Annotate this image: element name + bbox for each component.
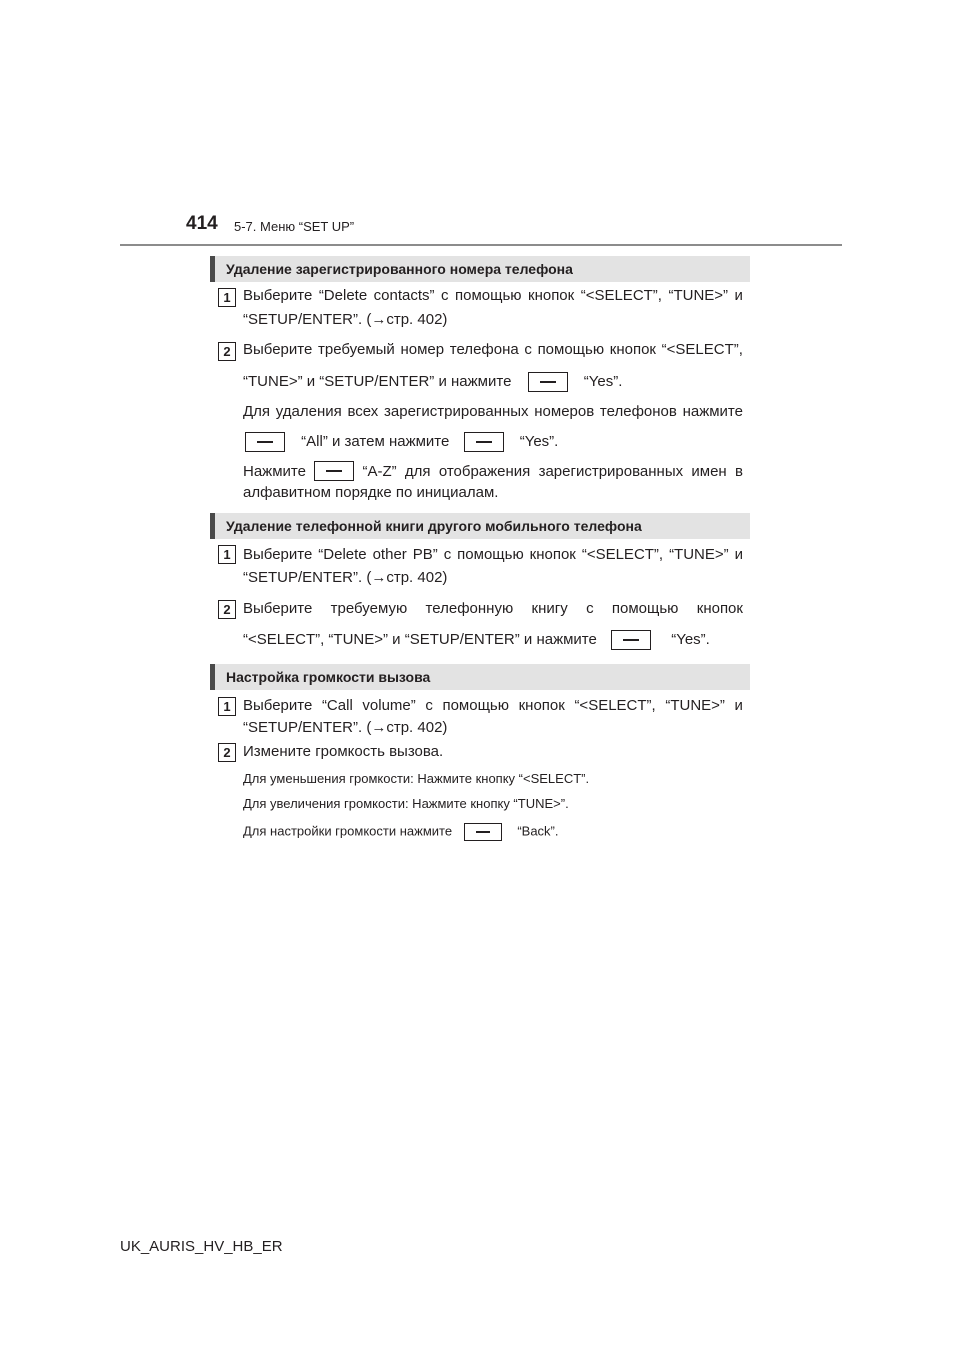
- step-number: 1: [218, 288, 236, 307]
- screen-button-icon: [611, 630, 651, 650]
- screen-button-icon: [464, 823, 502, 841]
- step-text: алфавитном порядке по инициалам.: [243, 484, 499, 501]
- step-number: 2: [218, 342, 236, 361]
- step-text: “TUNE>” и “SETUP/ENTER” и нажмите “Yes”.: [243, 372, 622, 392]
- step-text: Выберите требуемую телефонную книгу с помощью кнопок: [243, 600, 743, 617]
- step-text: Для удаления всех зарегистрированных номеров телефонов нажмите: [243, 403, 743, 420]
- step-text: “SETUP/ENTER”. (→стр. 402): [243, 569, 448, 586]
- step-text: Выберите “Call volume” с помощью кнопок “<SELECT”, “TUNE>” и: [243, 697, 743, 714]
- page-number: 414: [186, 213, 218, 234]
- screen-button-icon: [314, 461, 354, 481]
- section-heading-call-volume: Настройка громкости вызова: [210, 664, 750, 690]
- step-text: “SETUP/ENTER”. (→стр. 402): [243, 719, 448, 736]
- step-text: Выберите требуемый номер телефона с помощью кнопок “<SELECT”,: [243, 341, 743, 358]
- step-text: “All” и затем нажмите “Yes”.: [245, 432, 558, 452]
- section-heading-delete-number: Удаление зарегистрированного номера телефона: [210, 256, 750, 282]
- step-text: Выберите “Delete contacts” с помощью кнопок “<SELECT”, “TUNE>” и: [243, 287, 743, 304]
- note-text: Для увеличения громкости: Нажмите кнопку “TUNE>”.: [243, 796, 569, 811]
- step-text: “<SELECT”, “TUNE>” и “SETUP/ENTER” и нажмите “Yes”.: [243, 630, 710, 650]
- step-number: 2: [218, 600, 236, 619]
- step-text: Выберите “Delete other PB” с помощью кнопок “<SELECT”, “TUNE>” и: [243, 546, 743, 563]
- section-heading-delete-phonebook: Удаление телефонной книги другого мобильного телефона: [210, 513, 750, 539]
- header-rule: [120, 244, 842, 246]
- step-number: 2: [218, 743, 236, 762]
- step-number: 1: [218, 545, 236, 564]
- step-text: Нажмите “A-Z” для отображения зарегистрированных имен в: [243, 462, 743, 480]
- screen-button-icon: [528, 372, 568, 392]
- step-text: “SETUP/ENTER”. (→стр. 402): [243, 311, 448, 328]
- screen-button-icon: [464, 432, 504, 452]
- step-text: Измените громкость вызова.: [243, 743, 444, 760]
- chapter-title: 5-7. Меню “SET UP”: [234, 219, 355, 234]
- note-text: Для настройки громкости нажмите “Back”.: [243, 823, 558, 841]
- screen-button-icon: [245, 432, 285, 452]
- footer-document-code: UK_AURIS_HV_HB_ER: [120, 1238, 283, 1255]
- note-text: Для уменьшения громкости: Нажмите кнопку “<SELECT”.: [243, 771, 590, 786]
- step-number: 1: [218, 697, 236, 716]
